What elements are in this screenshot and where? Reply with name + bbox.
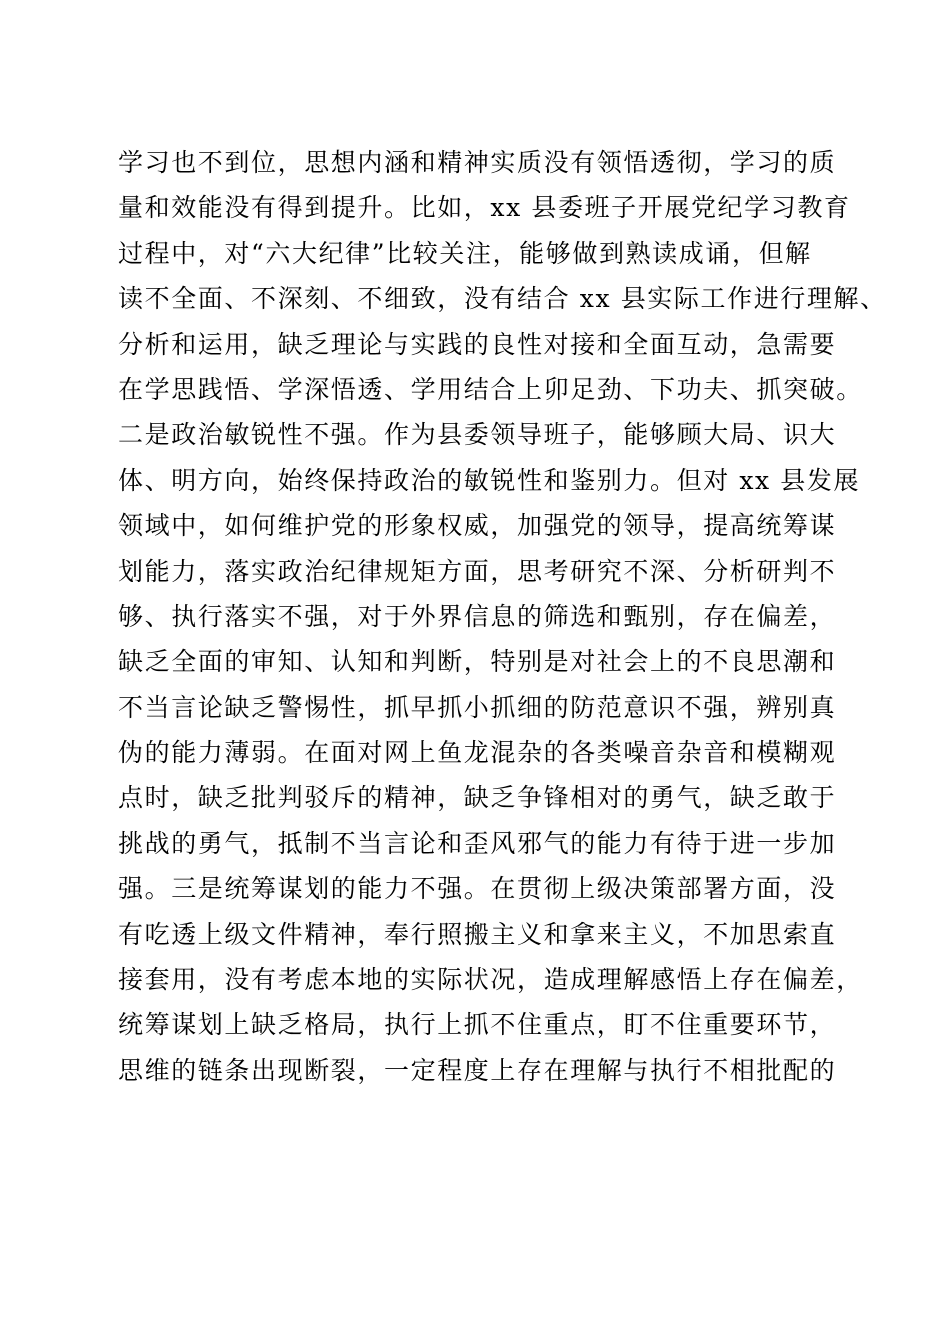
- text-line: 点时，缺乏批判驳斥的精神，缺乏争锋相对的勇气，缺乏敢于: [118, 783, 837, 813]
- text-line: 领域中，如何维护党的形象权威，加强党的领导，提高统筹谋: [118, 511, 837, 541]
- text-line: 不当言论缺乏警惕性，抓早抓小抓细的防范意识不强，辨别真: [118, 692, 837, 722]
- text-line: 过程中，对“六大纪律”比较关注，能够做到熟读成诵，但解: [118, 238, 812, 268]
- text-line: 有吃透上级文件精神，奉行照搬主义和拿来主义，不加思索直: [118, 919, 837, 949]
- text-line: 在学思践悟、学深悟透、学用结合上卯足劲、下功夫、抓突破。: [118, 374, 863, 404]
- text-line: 统筹谋划上缺乏格局，执行上抓不住重点，盯不住重要环节，: [118, 1010, 837, 1040]
- body-paragraph: [118, 140, 887, 1093]
- text-line: 缺乏全面的审知、认知和判断，特别是对社会上的不良思潮和: [118, 647, 837, 677]
- text-line: 挑战的勇气，抵制不当言论和歪风邪气的能力有待于进一步加: [118, 828, 837, 858]
- text-line: 强。三是统筹谋划的能力不强。在贯彻上级决策部署方面，没: [118, 874, 837, 904]
- text-line: 学习也不到位，思想内涵和精神实质没有领悟透彻，学习的质: [118, 148, 837, 177]
- text-line: 体、明方向，始终保持政治的敏锐性和鉴别力。但对 xx 县发展: [118, 465, 861, 495]
- text-line: 二是政治敏锐性不强。作为县委领导班子，能够顾大局、识大: [118, 420, 837, 450]
- text-line: 分析和运用，缺乏理论与实践的良性对接和全面互动，急需要: [118, 329, 837, 359]
- text-line: 划能力，落实政治纪律规矩方面，思考研究不深、分析研判不: [118, 556, 837, 586]
- text-line: 接套用，没有考虑本地的实际状况，造成理解感悟上存在偏差，: [118, 965, 863, 995]
- text-line: 量和效能没有得到提升。比如，xx 县委班子开展党纪学习教育: [118, 193, 851, 223]
- text-line: 伪的能力薄弱。在面对网上鱼龙混杂的各类噪音杂音和模糊观: [118, 738, 837, 768]
- text-line: 读不全面、不深刻、不细致，没有结合 xx 县实际工作进行理解、: [118, 284, 887, 314]
- text-line: 思维的链条出现断裂，一定程度上存在理解与执行不相批配的: [118, 1055, 837, 1085]
- text-line: 够、执行落实不强，对于外界信息的筛选和甄别，存在偏差，: [118, 601, 837, 631]
